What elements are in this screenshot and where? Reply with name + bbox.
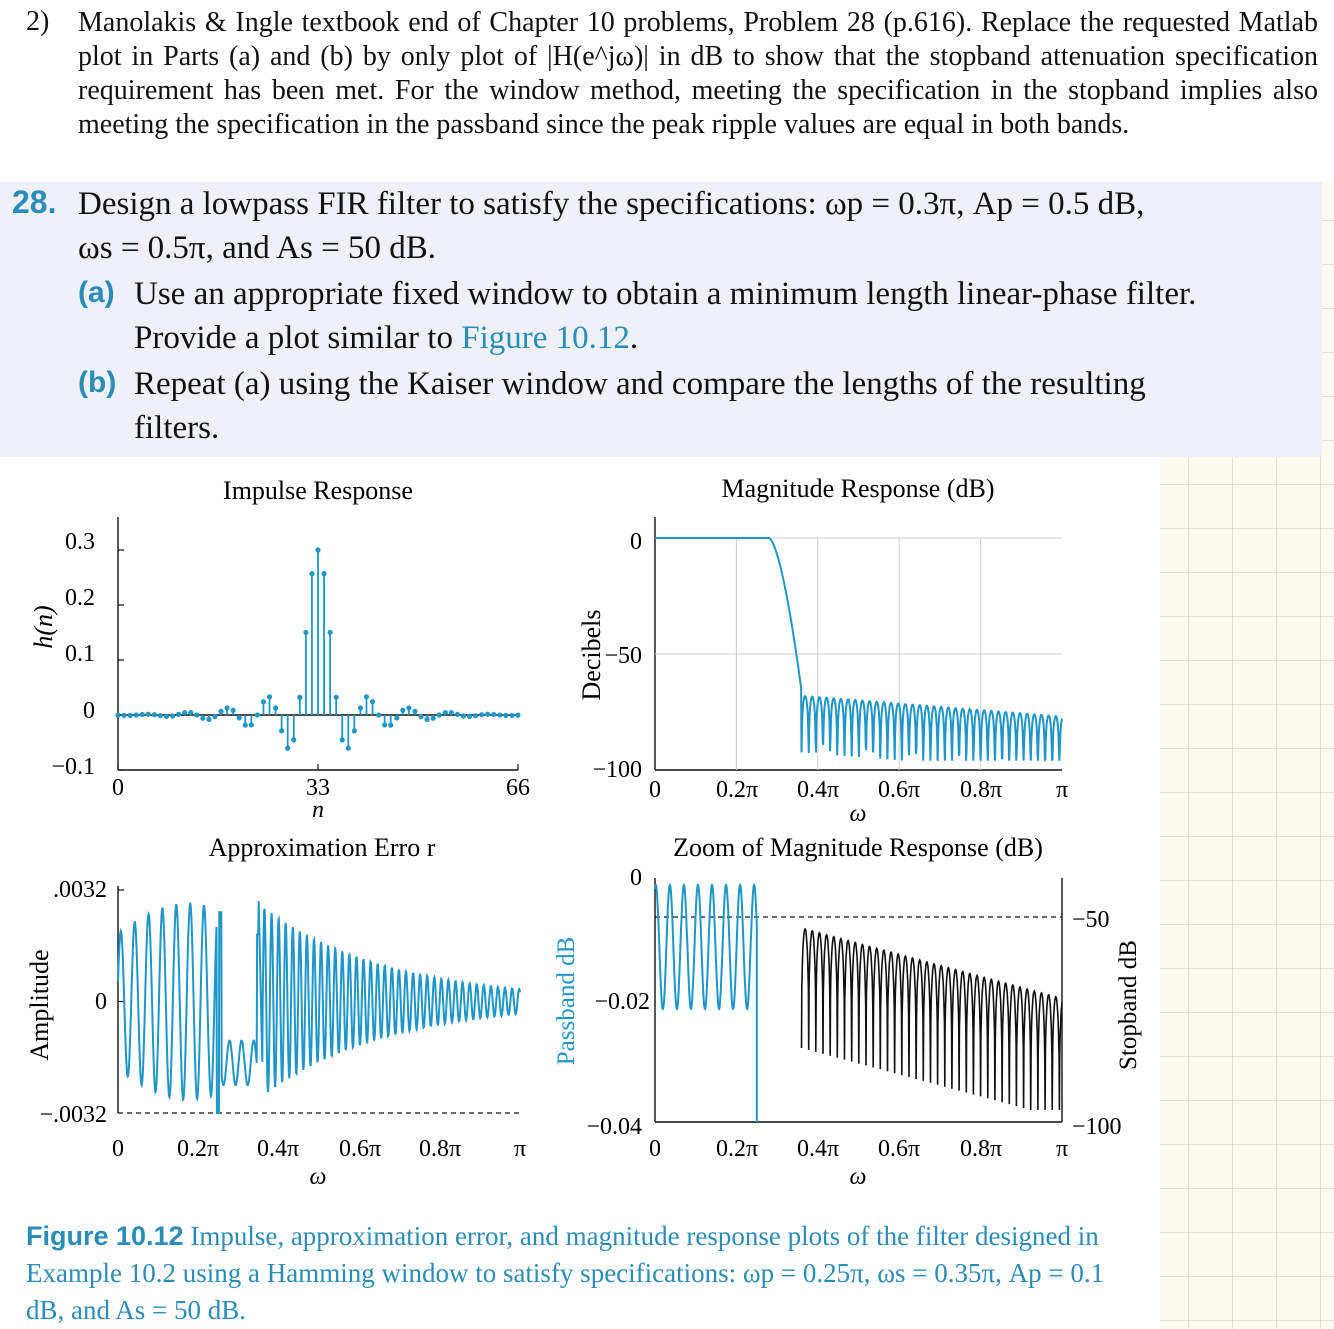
impulse-point-0 [115, 713, 120, 718]
impulse-point-55 [449, 710, 454, 715]
impulse-point-30 [297, 695, 302, 700]
impulse-point-54 [443, 710, 448, 715]
zoom-magnitude-panel [553, 833, 1142, 1190]
impulse-point-50 [418, 714, 423, 719]
impulse-point-42 [370, 699, 375, 704]
error-xtick-4: 0.8π [418, 1136, 462, 1162]
caption-label: Figure 10.12 [26, 1221, 184, 1251]
impulse-point-59 [473, 713, 478, 718]
impulse-point-53 [437, 712, 442, 717]
impulse-ytick-0: 0.3 [65, 529, 95, 555]
error-ytick-2: −.0032 [39, 1102, 107, 1128]
impulse-point-6 [152, 712, 157, 717]
impulse-point-56 [455, 712, 460, 717]
caption-text: Impulse, approximation error, and magnitude response plots of the filter designed in Example 10.2 using a Hamming window to satisfy specifications: ωp = 0.25π, ωs = 0.35π, Ap = 0.1 dB, and As = 50 dB. [26, 1221, 1105, 1325]
zoom-xlabel: ω [849, 1164, 867, 1190]
impulse-point-1 [121, 713, 126, 718]
impulse-point-41 [364, 694, 369, 699]
impulse-point-35 [328, 630, 333, 635]
impulse-point-23 [255, 712, 260, 717]
impulse-point-63 [497, 712, 502, 717]
impulse-point-51 [424, 717, 429, 722]
magnitude-ytick-0: 0 [630, 529, 642, 555]
impulse-point-57 [461, 713, 466, 718]
impulse-ytick-2: 0.1 [65, 641, 95, 667]
impulse-point-20 [237, 715, 242, 720]
impulse-xtick-2: 66 [506, 775, 530, 801]
magnitude-xtick-5: π [1055, 777, 1069, 803]
part-a-line-1: Use an appropriate fixed window to obtain a minimum length linear-phase filter. [134, 276, 1197, 312]
impulse-point-39 [352, 728, 357, 733]
zoom-passband-curve [655, 885, 757, 1122]
impulse-point-18 [224, 705, 229, 710]
magnitude-xtick-0: 0 [649, 777, 661, 803]
part-a-label: (a) [78, 276, 115, 309]
impulse-ytick-1: 0.2 [65, 585, 95, 611]
zoom-ytick-right-1: −100 [1072, 1114, 1122, 1140]
impulse-point-16 [212, 714, 217, 719]
impulse-point-26 [273, 705, 278, 710]
zoom-xtick-0: 0 [649, 1136, 661, 1162]
error-xtick-0: 0 [112, 1136, 124, 1162]
impulse-point-21 [243, 723, 248, 728]
impulse-point-29 [291, 737, 296, 742]
figure-10-12 [0, 457, 1160, 1217]
zoom-xtick-5: π [1055, 1136, 1069, 1162]
impulse-point-38 [346, 746, 351, 751]
impulse-point-3 [134, 712, 139, 717]
impulse-point-25 [267, 694, 272, 699]
impulse-point-5 [146, 712, 151, 717]
impulse-point-27 [279, 728, 284, 733]
impulse-stems [115, 547, 520, 750]
impulse-point-19 [231, 708, 236, 713]
part-b-line-1: Repeat (a) using the Kaiser window and compare the lengths of the resulting [134, 366, 1146, 402]
problem-line-1: Design a lowpass FIR filter to satisfy the specifications: ωp = 0.3π, Ap = 0.5 dB, [78, 186, 1145, 222]
figure-link[interactable]: Figure 10.12 [461, 320, 630, 356]
impulse-point-37 [340, 737, 345, 742]
zoom-ytick-left-2: −0.04 [586, 1114, 642, 1140]
impulse-point-36 [334, 695, 339, 700]
impulse-point-2 [128, 713, 133, 718]
impulse-point-13 [194, 712, 199, 717]
magnitude-xtick-3: 0.6π [877, 777, 921, 803]
magnitude-ytick-2: −100 [592, 757, 642, 783]
zoom-title: Zoom of Magnitude Response (dB) [673, 833, 1043, 862]
impulse-ytick-3: 0 [83, 698, 95, 724]
impulse-point-32 [309, 571, 314, 576]
impulse-point-10 [176, 712, 181, 717]
part-a-line-2 [134, 318, 638, 358]
impulse-point-44 [382, 722, 387, 727]
part-a-line-2-end: . [629, 320, 639, 356]
impulse-point-8 [164, 714, 169, 719]
zoom-ylabel-right: Stopband dB [1115, 940, 1142, 1070]
magnitude-title: Magnitude Response (dB) [721, 474, 995, 503]
impulse-point-47 [400, 708, 405, 713]
impulse-point-33 [315, 547, 320, 552]
zoom-ytick-left-1: −0.02 [594, 989, 650, 1015]
magnitude-response-panel [577, 474, 1068, 827]
zoom-xtick-2: 0.4π [796, 1136, 840, 1162]
intro-number: 2) [26, 6, 50, 37]
impulse-xtick-0: 0 [112, 775, 124, 801]
error-xtick-1: 0.2π [176, 1136, 220, 1162]
impulse-point-66 [515, 713, 520, 718]
problem-number: 28. [12, 184, 57, 220]
zoom-xtick-3: 0.6π [877, 1136, 921, 1162]
impulse-response-panel [29, 476, 530, 823]
error-xtick-2: 0.4π [256, 1136, 300, 1162]
magnitude-xtick-4: 0.8π [959, 777, 1003, 803]
impulse-point-11 [182, 710, 187, 715]
impulse-point-34 [321, 571, 326, 576]
error-curve [118, 901, 520, 1113]
magnitude-xtick-2: 0.4π [796, 777, 840, 803]
problem-line-2: ωs = 0.5π, and As = 50 dB. [78, 230, 436, 266]
impulse-point-12 [188, 710, 193, 715]
error-ytick-0: .0032 [53, 877, 107, 903]
impulse-point-46 [394, 715, 399, 720]
impulse-point-61 [485, 712, 490, 717]
impulse-xlabel: n [312, 797, 324, 823]
impulse-point-7 [158, 713, 163, 718]
error-ytick-1: 0 [95, 989, 107, 1015]
error-xlabel: ω [309, 1164, 327, 1190]
intro-text: Manolakis & Ingle textbook end of Chapter 10 problems, Problem 28 (p.616). Replace the requested Matlab plot in Parts (a) and (b) by only plot of |H(e^jω)| in dB to show that the stopband attenuation specification requirement has been met. For the window method, meeting the specification in the stopband implies also meeting the specification in the passband since the peak ripple values are equal in both bands. [78, 7, 1318, 140]
impulse-xtick-1: 33 [306, 775, 330, 801]
zoom-stopband-curve [802, 929, 1063, 1110]
part-b-line-2: filters. [134, 410, 220, 446]
impulse-point-22 [249, 722, 254, 727]
impulse-point-62 [491, 712, 496, 717]
impulse-ytick-4: −0.1 [51, 754, 95, 780]
impulse-title: Impulse Response [223, 476, 413, 505]
problem-block [0, 182, 1322, 457]
zoom-xtick-1: 0.2π [715, 1136, 759, 1162]
error-title: Approximation Erro r [208, 833, 436, 862]
zoom-xtick-4: 0.8π [959, 1136, 1003, 1162]
approximation-error-panel [25, 833, 526, 1190]
magnitude-xlabel: ω [849, 801, 867, 827]
impulse-point-49 [412, 709, 417, 714]
part-a-line-2-text: Provide a plot similar to [134, 320, 462, 356]
impulse-point-65 [509, 713, 514, 718]
magnitude-curve [655, 538, 1062, 761]
error-xtick-5: π [513, 1136, 527, 1162]
impulse-point-15 [206, 717, 211, 722]
impulse-point-64 [503, 713, 508, 718]
zoom-ytick-left-0: 0 [630, 865, 642, 891]
impulse-point-48 [406, 705, 411, 710]
impulse-point-40 [358, 705, 363, 710]
part-b-label: (b) [78, 366, 117, 399]
magnitude-xtick-1: 0.2π [715, 777, 759, 803]
impulse-point-31 [303, 630, 308, 635]
error-ylabel: Amplitude [25, 949, 54, 1061]
magnitude-ylabel: Decibels [577, 609, 606, 701]
impulse-point-14 [200, 716, 205, 721]
intro-block [0, 0, 1334, 182]
zoom-ylabel-left: Passband dB [553, 936, 580, 1066]
impulse-point-58 [467, 714, 472, 719]
impulse-point-43 [376, 712, 381, 717]
impulse-point-9 [170, 713, 175, 718]
impulse-point-45 [388, 723, 393, 728]
impulse-point-52 [431, 716, 436, 721]
impulse-point-24 [261, 699, 266, 704]
error-xtick-3: 0.6π [338, 1136, 382, 1162]
figure-caption [26, 1218, 1136, 1329]
zoom-ytick-right-0: −50 [1072, 907, 1110, 933]
impulse-point-28 [285, 746, 290, 751]
magnitude-ytick-1: −50 [604, 643, 642, 669]
impulse-point-17 [218, 709, 223, 714]
impulse-ylabel: h(n) [29, 605, 58, 649]
impulse-point-4 [140, 712, 145, 717]
impulse-point-60 [479, 712, 484, 717]
